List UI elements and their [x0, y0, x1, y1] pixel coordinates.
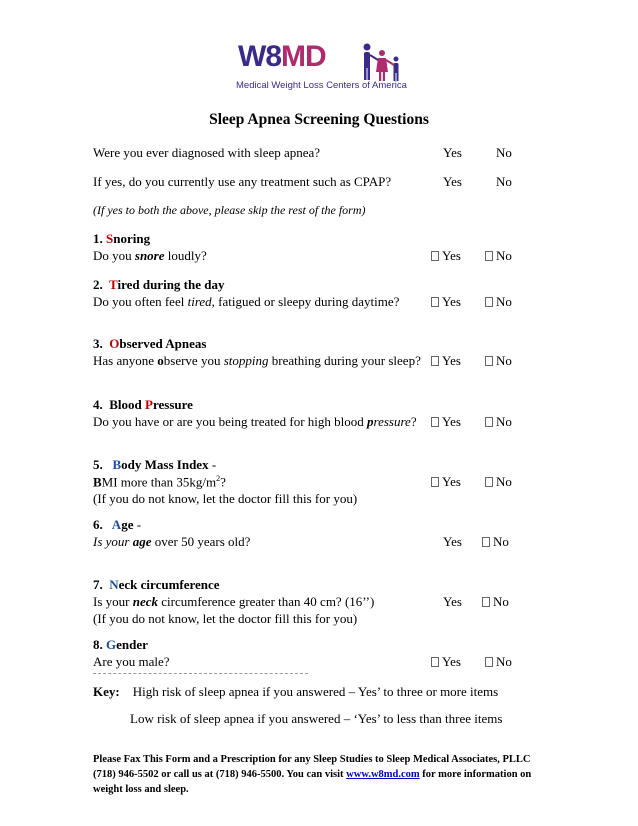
observed-yes-checkbox[interactable]: Yes [431, 353, 461, 369]
key-high-risk: Key: High risk of sleep apnea if you answered – Yes’ to three or more items [93, 684, 499, 699]
item-neck-note: (If you do not know, let the doctor fill this for you) [93, 611, 358, 626]
tired-no-checkbox[interactable]: No [485, 294, 512, 310]
item-bmi-heading: 5. Body Mass Index - [93, 457, 217, 472]
item-gender-heading: 8. Gender [93, 637, 148, 652]
item-tired-heading: 2. Tired during the day [93, 277, 225, 292]
neck-yes-option[interactable]: Yes [443, 594, 462, 609]
page-title: Sleep Apnea Screening Questions [209, 111, 429, 128]
gender-yes-checkbox[interactable]: Yes [431, 654, 461, 670]
item-pressure-heading: 4. Blood Pressure [93, 397, 193, 412]
item-age-question: Is your age over 50 years old? [93, 534, 251, 549]
snoring-yes-checkbox[interactable]: Yes [431, 248, 461, 264]
logo [230, 40, 410, 96]
item-bmi-question: BMI more than $35kg/m^2$? [93, 474, 226, 490]
intro-treatment-yes[interactable]: Yes [443, 174, 462, 189]
website-link[interactable]: www.w8md.com [346, 769, 420, 780]
item-bmi-note: (If you do not know, let the doctor fill this for you) [93, 491, 358, 506]
item-tired-question: Do you often feel tired, fatigued or sleepy during daytime? [93, 294, 400, 309]
intro-diagnosed-yes[interactable]: Yes [443, 145, 462, 160]
logo-wordmark: W8MD [238, 40, 326, 73]
logo-subtitle: Medical Weight Loss Centers of America [236, 80, 407, 91]
item-age-heading: 6. Age - [93, 517, 142, 532]
item-gender-question: Are you male? [93, 654, 170, 669]
gender-no-checkbox[interactable]: No [485, 654, 512, 670]
item-snoring-heading: 1. Snoring [93, 231, 151, 246]
item-observed-question: Has anyone observe you stopping breathing during your sleep? [93, 353, 421, 368]
intro-question-diagnosed: Were you ever diagnosed with sleep apnea? [93, 145, 321, 160]
key-low-risk: Low risk of sleep apnea if you answered – ‘Yes’ to less than three items [130, 711, 503, 726]
divider [93, 673, 308, 674]
item-neck-heading: 7. Neck circumference [93, 577, 220, 592]
bmi-no-checkbox[interactable]: No [485, 474, 512, 490]
intro-diagnosed-no[interactable]: No [496, 145, 512, 160]
age-yes-option[interactable]: Yes [443, 534, 462, 549]
bmi-yes-checkbox[interactable]: Yes [431, 474, 461, 490]
item-observed-heading: 3. Observed Apneas [93, 336, 207, 351]
family-figures-icon [358, 42, 410, 82]
pressure-yes-checkbox[interactable]: Yes [431, 414, 461, 430]
footer-fax-note: Please Fax This Form and a Prescription for any Sleep Studies to Sleep Medical Associates, PLLC (718) 946-5502 or call us at (718) 946-5500. You can visit www.w8md.com for more information on weight loss and sleep. [93, 754, 532, 795]
snoring-no-checkbox[interactable]: No [485, 248, 512, 264]
observed-no-checkbox[interactable]: No [485, 353, 512, 369]
intro-treatment-no[interactable]: No [496, 174, 512, 189]
item-snoring-question: Do you snore loudly? [93, 248, 207, 263]
item-pressure-question: Do you have or are you being treated for high blood pressure? [93, 414, 417, 429]
intro-note: (If yes to both the above, please skip the rest of the form) [93, 203, 366, 217]
tired-yes-checkbox[interactable]: Yes [431, 294, 461, 310]
intro-question-treatment: If yes, do you currently use any treatment such as CPAP? [93, 174, 392, 189]
neck-no-checkbox[interactable]: No [482, 594, 509, 610]
pressure-no-checkbox[interactable]: No [485, 414, 512, 430]
age-no-checkbox[interactable]: No [482, 534, 509, 550]
item-neck-question: Is your neck circumference greater than 40 cm? (16’’) [93, 594, 375, 609]
key-label: Key: [93, 684, 120, 699]
